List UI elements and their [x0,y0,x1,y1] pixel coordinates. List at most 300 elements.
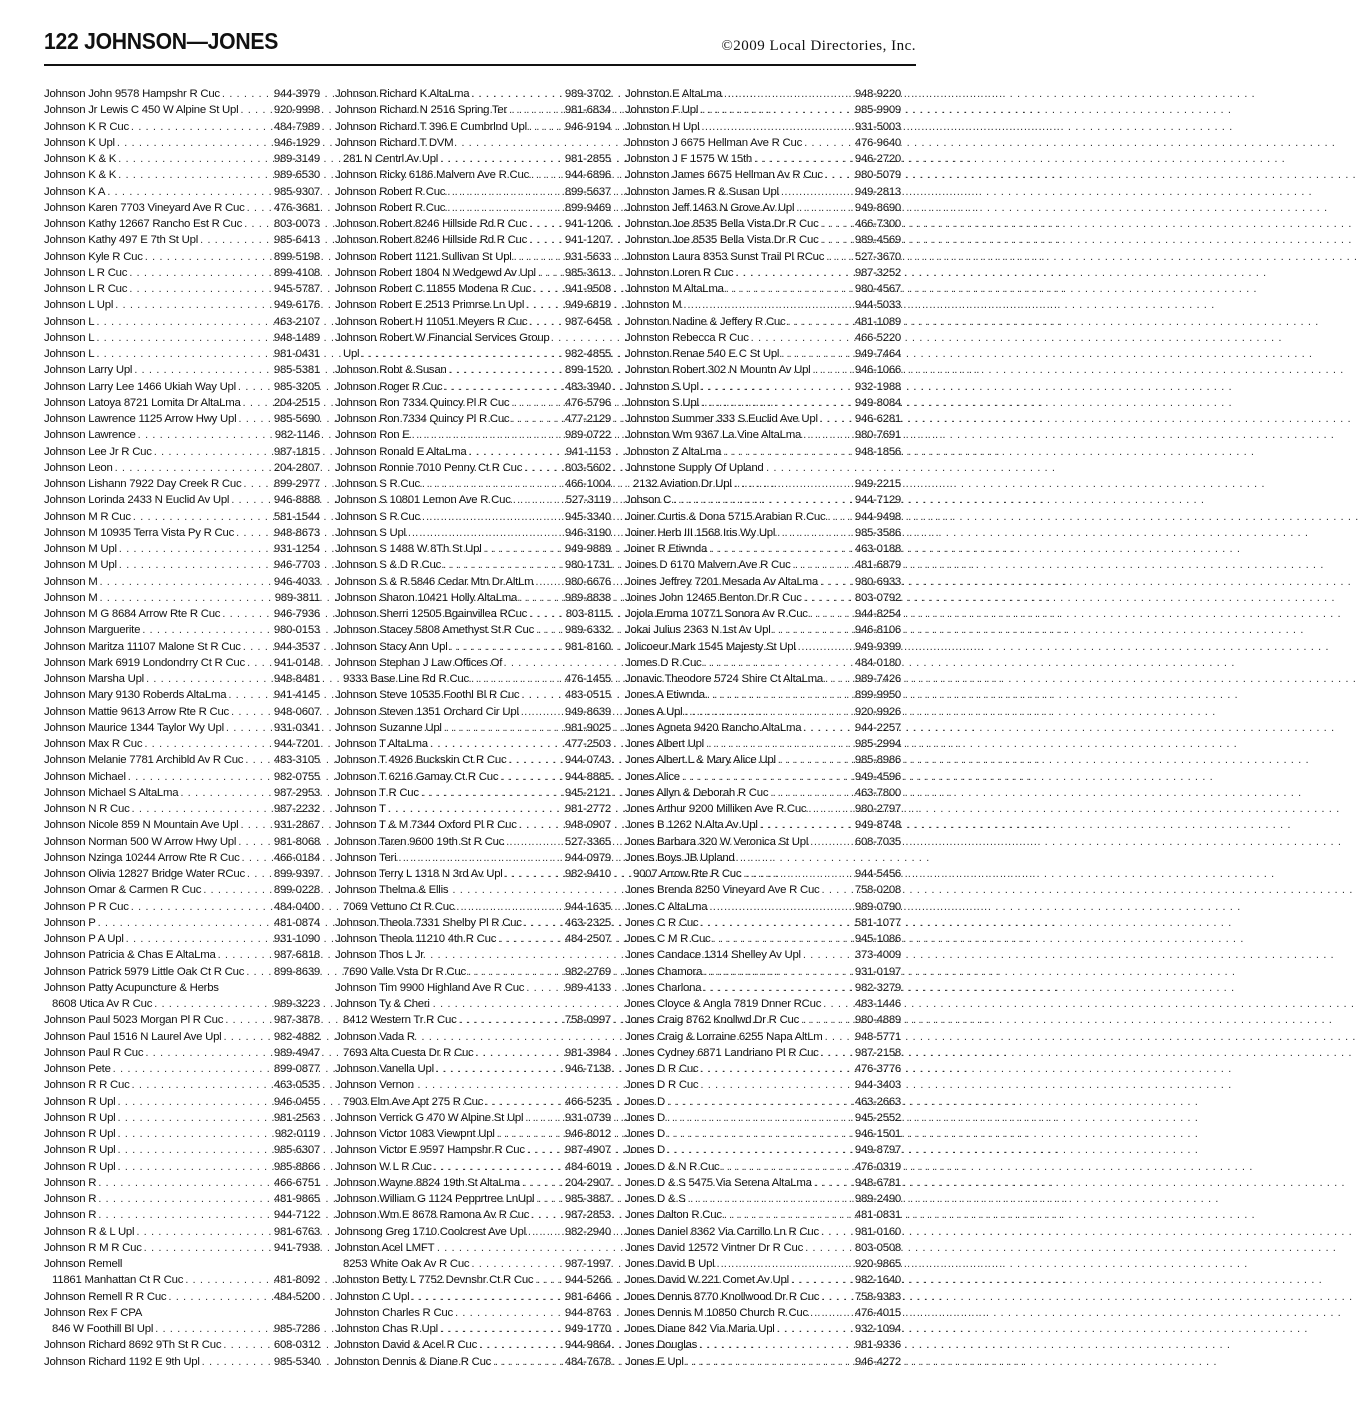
dot-leader [805,1240,853,1256]
dot-leader [529,216,563,232]
dot-leader [228,687,272,703]
listing-name: Johnson S R Cuc [335,478,420,490]
listing-phone: 899-5637 [564,185,611,198]
listing-entry [625,1029,901,1045]
listing-name: Johnson Pete [44,1063,111,1075]
listing-phone: 982-4855 [564,348,611,360]
listing-entry [44,1110,320,1126]
listing-entry [335,1191,611,1207]
dot-leader [684,704,852,720]
listing-entry [335,281,611,297]
listing-phone: 373-4009 [854,949,901,962]
listing-entry [44,1337,320,1353]
listing-phone: 931-5633 [564,250,611,263]
listing-phone: 899-0228 [273,884,320,897]
dot-leader [713,931,853,947]
listing-entry-heading [335,996,611,1012]
dot-leader [411,1289,562,1305]
listing-name: Johnson Ty & Cheri [335,998,430,1010]
listing-name: Jones Brenda 8250 Vineyard Ave R Cuc [625,884,820,897]
listing-name: Johnson Michael [44,770,126,783]
dot-leader [793,557,853,573]
listing-name: Johnson Robert 8246 Hillside Rd R Cuc [335,218,528,230]
listing-name: Johnson Richard T 396 E Cumbrlnd Upl [335,120,527,133]
listing-name: Johnson Victor E 9597 Hampshr R Cuc [335,1144,525,1157]
listing-phone: 476-0319 [854,1160,901,1173]
listing-name: Johnson P A Upl [44,933,124,945]
listing-phone: 985-5690 [273,413,320,425]
listing-name: Johnson Larry Upl [44,364,133,377]
listing-name: Johnson Maritza 11107 Malone St R Cuc [44,640,241,653]
listing-name: Johnson Terry L 1318 N 3rd Av Upl [335,868,503,880]
dot-leader [526,980,563,996]
listing-name: Johnson Victor 1083 Viewpnt Upl [335,1128,495,1140]
listing-entry [44,265,320,281]
dot-leader [222,86,272,102]
dot-leader [388,801,563,817]
listing-phone: 463-2325 [564,916,611,929]
dot-leader [796,200,853,216]
listing-name: Johnson Norman 500 W Arrow Hwy Upl [44,835,237,848]
dot-leader [821,882,852,898]
listing-entry [44,1191,320,1207]
listing-phone: 989-0722 [564,429,611,442]
listing-entry [335,460,611,476]
page-title: 122 JOHNSON—JONES [44,28,279,54]
dot-leader [133,509,272,525]
listing-phone: 982-2940 [564,1225,611,1238]
listing-name: Johnson Robert 8246 Hillside Rd R Cuc [335,234,528,247]
dot-leader [524,915,563,931]
listing-name: Johnson Robert R Cuc [335,185,446,198]
listing-entry [335,622,611,638]
listing-entry [625,655,901,671]
listing-phone: 463-0188 [854,543,901,555]
listing-entry [44,866,320,882]
listing-entry [335,1126,611,1142]
dot-leader [117,1159,271,1175]
listing-entry [625,801,901,817]
dot-leader [701,395,853,411]
listing-phone: 941-0148 [273,656,320,669]
dot-leader [471,86,563,102]
listing-name: Johnson K & K [44,153,117,165]
listing-name: Johnson M G 8684 Arrow Rte R Cuc [44,608,221,620]
listing-name: 7903 Elm Ave Apt 275 R Cuc [343,1095,484,1108]
listing-phone: 949-8690 [854,201,901,214]
listing-name: Jones C R Cuc [625,916,699,929]
dot-leader [709,541,853,557]
dot-leader [703,980,853,996]
listing-phone: 945-2121 [564,786,611,799]
dot-leader [119,557,272,573]
listing-entry-heading [44,980,320,996]
listing-phone: 941-4145 [273,689,320,702]
listing-entry [335,541,611,557]
listing-phone: 982-0119 [274,1128,320,1140]
listing-name: Johnson R M R Cuc [44,1241,142,1254]
listing-name: Joines John 12465 Benton Dr R Cuc [625,591,802,604]
listing-name: Johnston C Upl [335,1290,410,1303]
listing-phone: 981-0431 [273,348,320,360]
listing-entry [335,1159,611,1175]
listing-entry [625,834,901,850]
listing-phone: 989-4947 [273,1046,320,1059]
listing-name: Johnston S Upl [625,380,699,393]
dot-leader [421,785,563,801]
listing-name: Jones Daniel 8362 Via Carrillo Ln R Cuc [625,1225,819,1238]
listing-phone: 946-9194 [564,120,611,133]
listing-name: Jones D [625,1095,666,1108]
dot-leader [706,736,853,752]
listing-column-3 [625,86,901,1370]
dot-leader [529,119,563,135]
dot-leader [529,314,562,330]
listing-name: Jones Barbara 320 W Veronica St Upl [625,835,809,848]
listing-name: Johnston F Upl [625,104,699,117]
dot-leader [814,1175,853,1191]
listing-phone: 466-1004 [564,478,611,490]
listing-entry [335,899,611,915]
listing-name: Johnston Z AltaLma [625,445,722,458]
listing-phone: 946-7703 [273,559,320,572]
dot-leader [223,1337,272,1353]
listing-phone: 946-0455 [273,1095,320,1108]
dot-leader [734,476,853,492]
listing-name: Jones Albert L & Mary Alice Upl [625,754,776,767]
listing-name: Johnson Remell [44,1258,123,1270]
listing-entry [44,1061,320,1077]
listing-entry [44,964,320,980]
listing-phone: 944-8763 [564,1306,611,1319]
listing-entry [625,557,901,573]
listing-name: Johnson Ronnie 7010 Penny Ct R Cuc [335,461,523,474]
dot-leader [99,590,272,606]
listing-name: Johnson Sherri 12505 Bgainvillea RCuc [335,608,528,620]
listing-phone: 949-7464 [854,348,901,360]
listing-phone: 920-9926 [854,705,901,718]
listing-name: Johnson M [44,575,98,588]
listing-phone: 989-8838 [564,591,611,604]
listing-phone: 946-6281 [854,413,901,425]
listing-phone: 989-4133 [564,981,611,994]
listing-entry [625,704,901,720]
listing-name: Johnston Charles R Cuc [335,1306,453,1319]
dot-leader [132,801,272,817]
listing-name: Johnston S Upl [625,396,699,409]
listing-entry [335,817,611,833]
dot-leader [519,590,563,606]
listing-entry [335,1110,611,1126]
dot-leader [726,281,853,297]
listing-name: Johnson Suzanne Upl [335,721,442,734]
listing-entry [335,980,611,996]
listing-name: Johnson Vernon [335,1079,414,1092]
listing-phone: 985-3887 [564,1193,611,1205]
listing-entry [625,200,901,216]
listing-name: Johnson Steve 10535 Foothl Bl R Cuc [335,689,520,702]
listing-name: Johnston Dennis & Diane R Cuc [335,1355,492,1368]
dot-leader [443,557,563,573]
dot-leader [468,444,563,460]
listing-phone: 985-9307 [273,185,320,198]
listing-name: Johnson Lee Jr R Cuc [44,445,152,458]
listing-phone: 581-1544 [273,510,320,523]
dot-leader [200,232,272,248]
listing-entry [625,817,901,833]
dot-leader [113,1061,272,1077]
listing-entry [625,541,901,557]
listing-phone: 899-4108 [273,266,320,279]
listing-entry [335,444,611,460]
listing-name: Johnson Ricky 6186 Malvern Ave R Cuc [335,169,530,182]
listing-name: Johnson S & R 5846 Cedar Mtn Dr AltLm [335,575,534,588]
listing-entry-heading [335,947,611,963]
listing-phone: 987-3878 [273,1014,320,1027]
dot-leader [244,216,272,232]
dot-leader [821,1224,853,1240]
listing-entry [625,1224,901,1240]
listing-phone: 949-8084 [854,396,901,409]
listing-name: Johnson Vanella Upl [335,1063,434,1075]
listing-phone: 204-2807 [273,461,320,474]
listing-name: Jones C AltaLma [625,900,708,913]
listing-name: Johnston J 6675 Hellman Ave R Cuc [625,136,803,149]
listing-name: Johnson Marsha Upl [44,673,144,685]
listing-phone: 989-7426 [854,673,901,685]
dot-leader [529,232,563,248]
listing-phone: 899-8639 [273,965,320,978]
listing-name: Jones A Upl [625,705,683,718]
listing-entry [44,687,320,703]
dot-leader [117,1094,271,1110]
dot-leader [810,1305,853,1321]
listing-entry [44,996,320,1012]
listing-name: Johnson Olivia 12827 Bridge Water RCuc [44,868,245,880]
listing-entry [625,86,901,102]
listing-entry-heading [625,460,901,476]
listing-name: Jomes D R Cuc [625,656,702,669]
listing-name: Johnson Max R Cuc [44,738,143,750]
dot-leader [716,1256,852,1272]
dot-leader [526,297,563,313]
listing-name: Johnson Tim 9900 Highland Ave R Cuc [335,981,525,994]
listing-name: 9333 Base Line Rd R Cuc [343,673,469,685]
dot-leader [519,817,563,833]
listing-name: Johnson R [44,1176,97,1189]
listing-entry [625,980,901,996]
listing-entry [44,314,320,330]
dot-leader [98,1207,272,1223]
listing-phone: 476-9640 [854,136,901,149]
listing-name: 7690 Valle Vsta Dr R Cuc [343,965,466,978]
listing-name: Johnson Melanie 7781 Archibld Av R Cuc [44,754,244,767]
dot-leader [436,1061,563,1077]
listing-phone: 758-0997 [564,1014,611,1027]
dot-leader [243,639,272,655]
dot-leader [754,151,853,167]
listing-name: Johnson Mary 9130 Roberds AltaLma [44,689,227,702]
listing-entry [44,135,320,151]
listing-name: 9007 Arrow Rte R Cuc [633,868,742,880]
listing-name: Johnson Jr Lewis C 450 W Alpine St Upl [44,104,239,117]
listing-entry [625,151,901,167]
listing-entry [625,119,901,135]
listing-name: Jojola Emma 10771 Sonora Av R Cuc [625,608,808,620]
dot-leader [449,362,563,378]
listing-entry [335,931,611,947]
listing-name: Johnston Robert 302 N Mountn Av Upl [625,364,811,377]
listing-entry [335,915,611,931]
listing-phone: 944-7122 [273,1209,320,1222]
listing-phone: 899-9397 [273,868,320,880]
listing-entry [625,1191,901,1207]
dot-leader [505,866,563,882]
listing-phone: 946-7936 [273,608,320,620]
listing-entry [625,1321,901,1337]
listing-name: Johnson Richard K AltaLma [335,88,470,100]
dot-leader [246,964,272,980]
listing-entry [44,1077,320,1093]
listing-column-2 [335,86,611,1370]
listing-phone: 481-1089 [854,315,901,328]
dot-leader [236,525,272,541]
listing-phone: 476-4015 [854,1306,901,1319]
dot-leader [803,427,853,443]
listing-entry [625,492,901,508]
dot-leader [667,1126,853,1142]
listing-phone: 476-5796 [564,396,611,409]
dot-leader [180,785,272,801]
listing-name: Johnson Patrick 5979 Little Oak Ct R Cuc [44,965,245,978]
listing-phone: 946-3190 [564,526,611,539]
listing-entry [335,574,611,590]
listing-phone: 985-3613 [564,266,611,279]
listing-phone: 949-6176 [273,299,320,312]
listing-entry [335,704,611,720]
dot-leader [96,330,272,346]
listing-entry [44,639,320,655]
dot-leader [821,232,853,248]
listing-entry [625,525,901,541]
dot-leader [440,151,563,167]
listing-phone: 948-8481 [273,673,320,685]
listing-phone: 985-8986 [854,754,901,767]
listing-entry [335,1142,611,1158]
listing-name: Johson C [625,494,672,507]
listing-entry [335,1207,611,1223]
listing-phone: 985-3205 [273,380,320,393]
listing-name: Johnson Stacey 5808 Amethyst St R Cuc [335,624,535,637]
listing-name: 281 N Centrl Av Upl [343,153,439,165]
listing-phone: 931-1090 [273,933,320,945]
listing-column-1 [44,86,320,1370]
listing-entry [335,964,611,980]
listing-entry [625,1159,901,1175]
listing-name: Johnson Nzinga 10244 Arrow Rte R Cuc [44,851,240,864]
listing-phone: 476-1455 [564,673,611,685]
listing-name: Johnston David & Acel R Cuc [335,1339,478,1352]
dot-leader [223,1029,271,1045]
listing-phone: 477-2129 [564,413,611,425]
listing-entry [625,899,901,915]
dot-leader [243,476,271,492]
listing-name: Johnson Stephan J Law Offices Of [335,656,503,669]
listing-phone: 944-3537 [273,640,320,653]
dot-leader [743,866,853,882]
listing-name: Johnson Lorinda 2433 N Euclid Av Upl [44,494,230,507]
dot-leader [202,1354,272,1370]
listing-phone: 949-6819 [564,299,611,312]
listing-name: Johnson Mark 6919 Londondrry Ct R Cuc [44,656,245,669]
listing-phone: 982-2769 [564,965,611,978]
listing-phone: 948-8673 [273,526,320,539]
listing-phone: 932-1988 [854,380,901,393]
listing-phone: 527-3119 [565,494,611,507]
dot-leader [115,460,272,476]
listing-entry [44,167,320,183]
dot-leader [735,265,853,281]
dot-leader [456,899,563,915]
listing-phone: 989-6530 [273,169,320,182]
listing-name: Jolicoeur Mark 1545 Majesty St Upl [625,640,796,653]
listing-entry [625,1012,901,1028]
dot-leader [751,330,853,346]
listing-entry [44,704,320,720]
listing-name: Johnson Paul R Cuc [44,1046,144,1059]
listing-name: Johnson Teri [335,851,397,864]
listing-phone: 483-1446 [854,998,901,1010]
listing-name: 8253 White Oak Av R Cuc [343,1258,470,1270]
listing-name: Joiner R Etiwnda [625,543,708,555]
listing-name: Jones Agneta 9420 Rancho AltaLma [625,721,802,734]
dot-leader [533,281,563,297]
dot-leader [408,525,563,541]
listing-phone: 981-2855 [564,153,611,165]
listing-name: Johnson Karen 7703 Vineyard Ave R Cuc [44,201,245,214]
listing-entry [44,557,320,573]
listing-phone: 204-2907 [564,1176,611,1189]
dot-leader [521,687,562,703]
listing-phone: 987-6818 [273,949,320,962]
listing-phone: 987-4907 [564,1144,611,1157]
dot-leader [145,249,272,265]
listing-entry [625,1175,901,1191]
listing-entry [335,411,611,427]
listing-name: 8608 Utica Av R Cuc [52,998,153,1010]
listing-name: Joiner Herb III 1568 Iris Wy Upl [625,526,776,539]
listing-entry [44,817,320,833]
dot-leader [485,1094,563,1110]
listing-name: Johnson Richard 1192 E 9th Upl [44,1355,200,1368]
listing-entry [335,184,611,200]
listing-phone: 944-3403 [854,1079,901,1092]
listing-entry [625,752,901,768]
listing-name: Johnson Roger R Cuc [335,380,443,393]
listing-entry [44,1126,320,1142]
dot-leader [231,704,272,720]
listing-entry [625,736,901,752]
dot-leader [511,395,563,411]
listing-entry [44,947,320,963]
listing-phone: 981-3984 [564,1046,611,1059]
listing-name: Johnson S Upl [335,526,406,539]
dot-leader [821,1289,853,1305]
listing-entry [335,427,611,443]
dot-leader [525,1110,563,1126]
listing-name: Johnson Remell R R Cuc [44,1290,167,1303]
listing-name: Johnson Verrick G 470 W Alpine St Upl [335,1111,524,1124]
